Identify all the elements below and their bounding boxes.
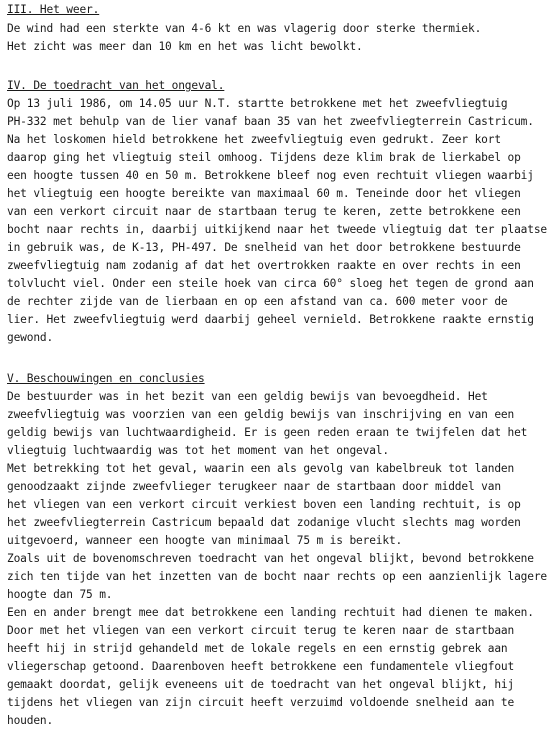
text-line: genoodzaakt zijnde zweefvlieger terugkeer naar de startbaan door middel van: [7, 480, 501, 493]
text-line: vliegtuig luchtwaardig was tot het moment van het ongeval.: [7, 444, 389, 457]
section-heading-accident: IV. De toedracht van het ongeval.: [7, 79, 225, 92]
text-line: gewond.: [7, 331, 54, 344]
text-line: vliegerschap getoond. Daarenboven heeft betrokkene een fundamentele vliegfout: [7, 660, 515, 673]
text-line: zweefvliegtuig nam zodanig af dat het overtrokken raakte en over rechts in een: [7, 259, 521, 272]
text-line: De wind had een sterkte van 4-6 kt en was vlagerig door sterke thermiek.: [7, 22, 482, 35]
text-line: daarop ging het vliegtuig steil omhoog. Tijdens deze klim brak de lierkabel op: [7, 151, 521, 164]
text-line: lier. Het zweefvliegtuig werd daarbij geheel vernield. Betrokkene raakte ernstig: [7, 313, 534, 326]
text-line: Door met het vliegen van een verkort circuit terug te keren naar de startbaan: [7, 624, 515, 637]
text-line: Na het loskomen hield betrokkene het zweefvliegtuig even gedrukt. Zeer kort: [7, 133, 501, 146]
text-line: zich ten tijde van het inzetten van de bocht naar rechts op een aanzienlijk lagere: [7, 570, 547, 583]
section-heading-weather: III. Het weer.: [7, 3, 100, 16]
text-line: bocht naar rechts in, daarbij uitkijkend naar het tweede vliegtuig dat ter plaatse: [7, 223, 547, 236]
text-line: zweefvliegtuig was voorzien van een geldig bewijs van inschrijving en van een: [7, 408, 515, 421]
text-line: Op 13 juli 1986, om 14.05 uur N.T. startte betrokkene met het zweefvliegtuig: [7, 97, 508, 110]
text-line: geldig bewijs van luchtwaardigheid. Er is geen reden eraan te twijfelen dat het: [7, 426, 528, 439]
text-line: De bestuurder was in het bezit van een geldig bewijs van bevoegdheid. Het: [7, 390, 488, 403]
text-line: gemaakt doordat, gelijk eveneens uit de toedracht van het ongeval blijkt, hij: [7, 678, 515, 691]
text-line: uitgevoerd, wanneer een hoogte van minimaal 75 m is bereikt.: [7, 534, 403, 547]
text-line: Een en ander brengt mee dat betrokkene een landing rechtuit had dienen te maken.: [7, 606, 534, 619]
section-heading-conclusions: V. Beschouwingen en conclusies: [7, 372, 205, 385]
text-line: tolvlucht viel. Onder een steile hoek van circa 60° sloeg het tegen de grond aan: [7, 277, 534, 290]
text-line: Het zicht was meer dan 10 km en het was licht bewolkt.: [7, 40, 363, 53]
text-line: het zweefvliegterrein Castricum bepaald dat zodanige vlucht slechts mag worden: [7, 516, 521, 529]
text-line: PH-332 met behulp van de lier vanaf baan 35 van het zweefvliegterrein Castricum.: [7, 115, 534, 128]
text-line: Zoals uit de bovenomschreven toedracht van het ongeval blijkt, bevond betrokkene: [7, 552, 534, 565]
text-line: Met betrekking tot het geval, waarin een als gevolg van kabelbreuk tot landen: [7, 462, 515, 475]
text-line: in gebruik was, de K-13, PH-497. De snelheid van het door betrokkene bestuurde: [7, 241, 521, 254]
text-line: van een verkort circuit naar de startbaan terug te keren, zette betrokkene een: [7, 205, 521, 218]
text-line: het vliegen van een verkort circuit verkiest boven een landing rechtuit, is op: [7, 498, 521, 511]
text-line: het vliegtuig een hoogte bereikte van maximaal 60 m. Teneinde door het vliegen: [7, 187, 521, 200]
text-line: houden.: [7, 714, 54, 727]
text-line: de rechter zijde van de lierbaan en op een afstand van ca. 600 meter voor de: [7, 295, 508, 308]
text-line: heeft hij in strijd gehandeld met de lokale regels en een ernstig gebrek aan: [7, 642, 508, 655]
text-line: een hoogte tussen 40 en 50 m. Betrokkene bleef nog even rechtuit vliegen waarbij: [7, 169, 534, 182]
text-line: tijdens het vliegen van zijn circuit heeft verzuimd voldoende snelheid aan te: [7, 696, 515, 709]
text-line: hoogte dan 75 m.: [7, 588, 113, 601]
